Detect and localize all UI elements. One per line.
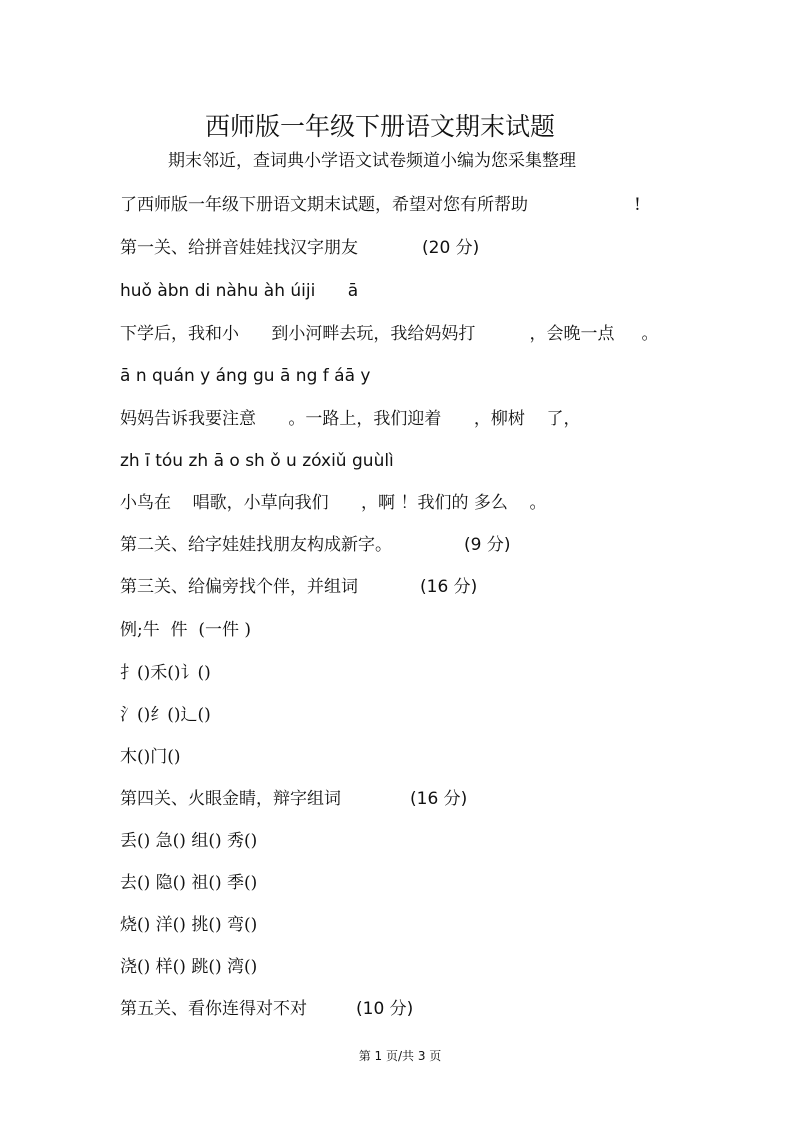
pinyin-line-3-text: zh ī tóu zh ā o sh ǒ u zóxiǔ gu bbox=[120, 451, 374, 471]
intro-line-1: 期末邻近，查词典小学语文试卷频道小编为您采集整理 bbox=[168, 151, 576, 171]
text-line-2: 妈妈告诉我要注意 。一路上，我们迎着 ，柳树 了， bbox=[120, 409, 581, 429]
pinyin-line-2: ā n quán y áng gu ā ng f áā y bbox=[120, 366, 371, 386]
text-line-1: 下学后，我和小 到小河畔去玩，我给妈妈打 ，会晚一点 。 bbox=[120, 324, 659, 344]
text-line-3: 小鸟在 唱歌，小草向我们 ，啊 ！我们的 多么 。 bbox=[120, 493, 547, 513]
section3-heading bbox=[120, 575, 478, 599]
page-footer: 第 1 页/共 3 页 bbox=[358, 1049, 442, 1063]
section4-score: (16 分) bbox=[410, 789, 468, 809]
section3-row-2: 氵()纟()辶() bbox=[120, 705, 211, 725]
section5-heading bbox=[120, 997, 414, 1021]
section1-heading bbox=[120, 236, 480, 260]
section3-heading-text: 第三关、给偏旁找个伴，并组词 bbox=[120, 577, 358, 597]
section4-heading-text: 第四关、火眼金睛，辩字组词 bbox=[120, 789, 341, 809]
section2-heading-text: 第二关、给字娃娃找朋友构成新字。 bbox=[120, 535, 392, 555]
section2-heading bbox=[120, 533, 511, 557]
section3-row-1: 扌()禾()讠() bbox=[120, 663, 211, 683]
intro-line-2 bbox=[120, 193, 641, 217]
intro-line-2-text: 了西师版一年级下册语文期末试题，希望对您有所帮助 bbox=[120, 195, 528, 215]
intro-line-2-end: ! bbox=[634, 195, 641, 215]
section4-row-1: 丢() 急() 组() 秀() bbox=[120, 831, 258, 851]
section5-score: (10 分) bbox=[356, 999, 414, 1019]
section3-example: 例;牛 件 (一件 ) bbox=[120, 620, 252, 640]
page-title: 西师版一年级下册语文期末试题 bbox=[204, 112, 555, 141]
section2-score: (9 分) bbox=[464, 535, 511, 555]
section3-row-3: 木()门() bbox=[120, 747, 181, 767]
pinyin-line-3 bbox=[120, 449, 394, 473]
section1-heading-text: 第一关、给拼音娃娃找汉字朋友 bbox=[120, 238, 358, 258]
section5-heading-text: 第五关、看你连得对不对 bbox=[120, 999, 307, 1019]
pinyin-line-3-end: ùlì bbox=[373, 451, 394, 471]
pinyin-line-1: huǒ àbn di nàhu àh úiji ā bbox=[120, 281, 359, 301]
section4-row-2: 去() 隐() 祖() 季() bbox=[120, 873, 258, 893]
section3-score: (16 分) bbox=[420, 577, 478, 597]
section4-row-4: 浇() 样() 跳() 湾() bbox=[120, 957, 258, 977]
section4-row-3: 烧() 洋() 挑() 弯() bbox=[120, 915, 258, 935]
section1-score: (20 分) bbox=[422, 238, 480, 258]
section4-heading bbox=[120, 787, 468, 811]
